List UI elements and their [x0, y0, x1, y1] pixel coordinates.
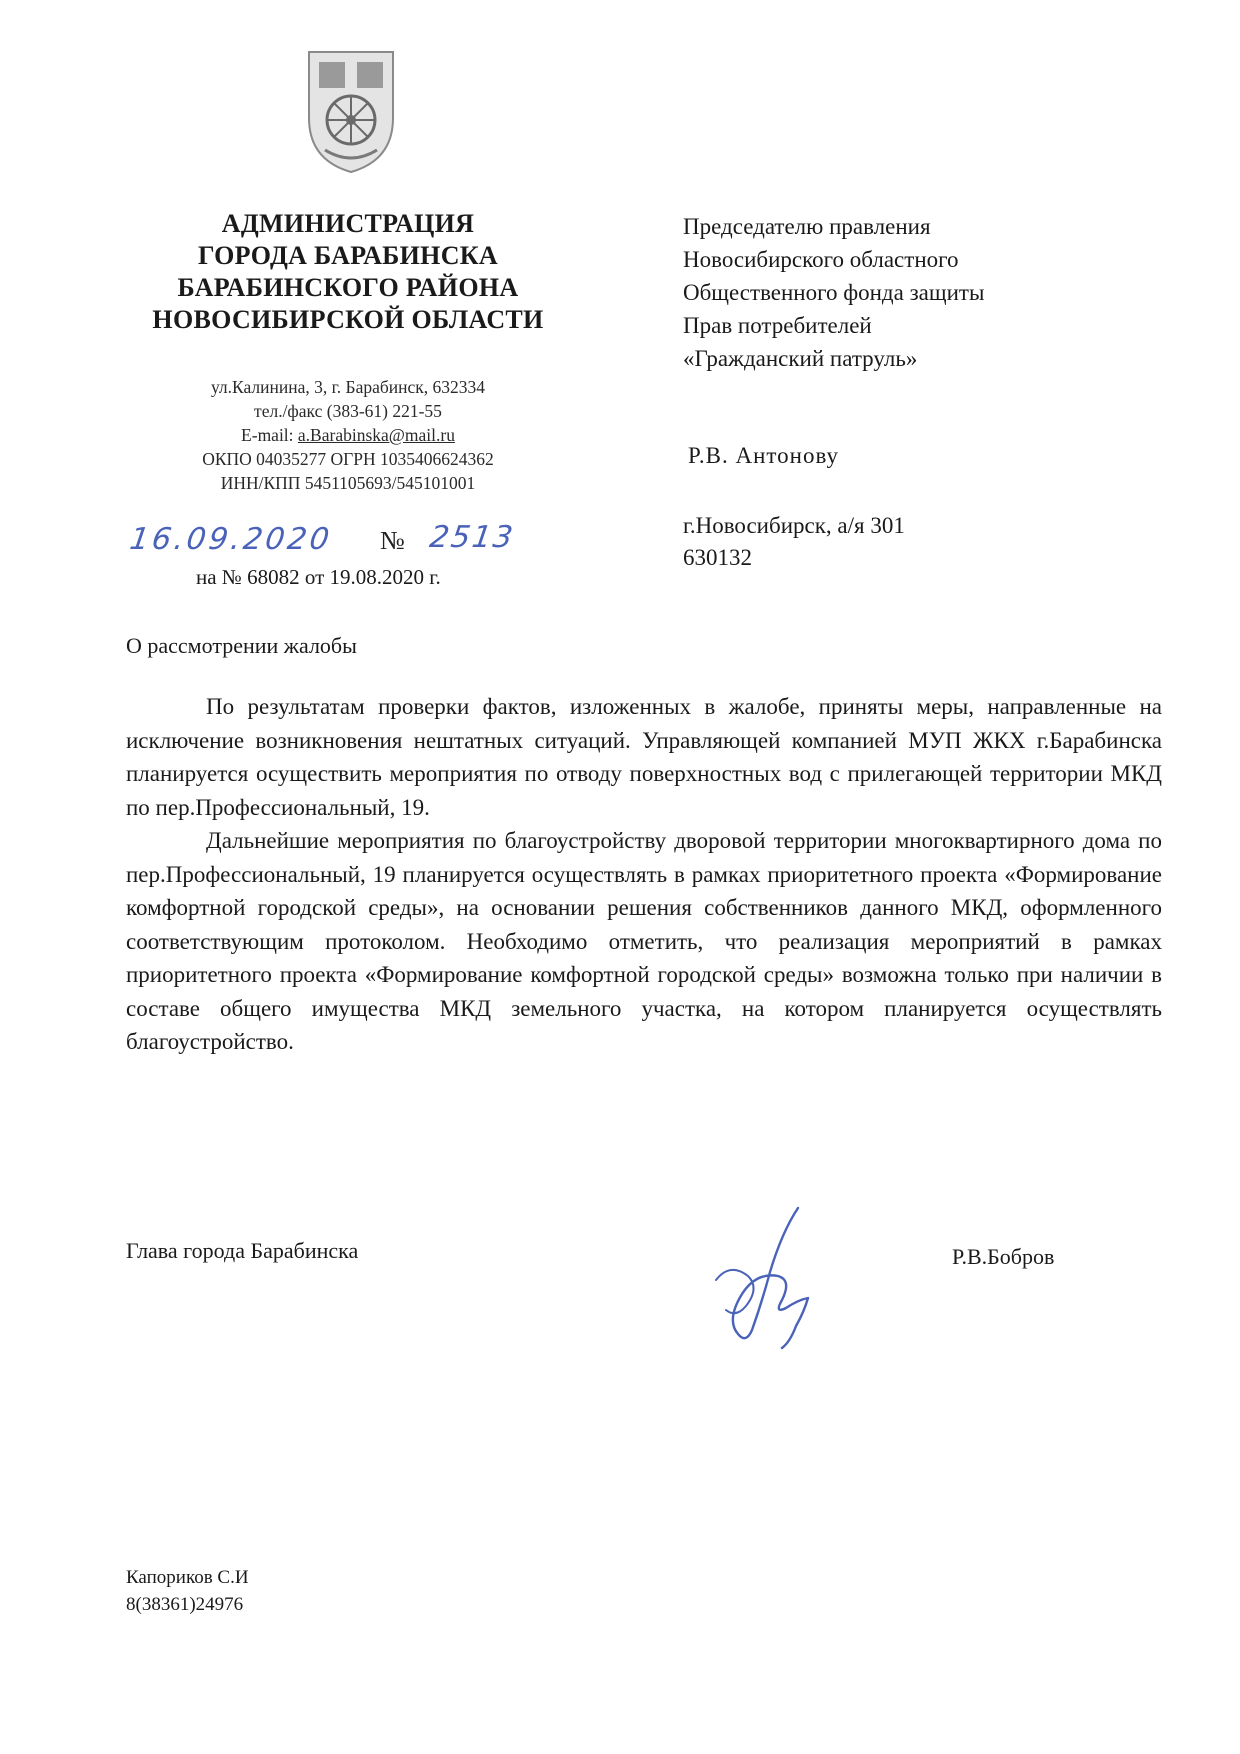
org-phone: тел./факс (383-61) 221-55 — [254, 401, 442, 421]
org-email-row — [150, 423, 546, 447]
signature-row — [126, 1232, 1126, 1382]
executor-name: Капориков С.И — [126, 1567, 249, 1588]
number-sign: № — [380, 526, 405, 555]
email-label: E-mail: — [241, 425, 298, 445]
org-line: АДМИНИСТРАЦИЯ — [221, 209, 475, 238]
executor-phone: 8(38361)24976 — [126, 1594, 244, 1615]
recipient-address — [683, 510, 905, 574]
signatory-name: Р.В.Бобров — [952, 1244, 1055, 1269]
org-line: НОВОСИБИРСКОЙ ОБЛАСТИ — [152, 305, 544, 334]
letter-body — [126, 690, 1162, 1059]
recipient-postcode: 630132 — [683, 545, 752, 570]
coat-of-arms-icon — [305, 48, 397, 176]
outgoing-registration — [127, 520, 560, 564]
email-link[interactable]: a.Barabinska@mail.ru — [297, 425, 455, 445]
outgoing-date: 16.09.2020 — [127, 522, 335, 557]
executor-info — [126, 1564, 249, 1618]
body-paragraph: По результатам проверки фактов, изложенных в жалобе, приняты меры, направленные на исключение возникновения нештатных ситуаций. Управляющей компанией МУП ЖКХ г.Барабинска планируется осуществить мероприятия по отводу поверхностных вод с прилегающей территории МКД по пер.Профессиональный, 19. — [126, 694, 1162, 820]
org-line: ГОРОДА БАРАБИНСКА — [197, 241, 499, 270]
handwritten-signature-icon — [686, 1202, 836, 1352]
signatory-position: Глава города Барабинска — [126, 1238, 359, 1263]
addressee-line: Прав потребителей — [683, 313, 872, 338]
org-line: БАРАБИНСКОГО РАЙОНА — [177, 273, 519, 302]
reference-line: на № 68082 от 19.08.2020 г. — [196, 565, 441, 589]
addressee-block — [683, 210, 1143, 375]
addressee-line: Общественного фонда защиты — [683, 280, 985, 305]
org-address: ул.Калинина, 3, г. Барабинск, 632334 — [210, 377, 486, 397]
organization-header — [120, 208, 576, 336]
recipient-city-box: г.Новосибирск, а/я 301 — [683, 513, 905, 538]
outgoing-number: 2513 — [427, 520, 517, 555]
org-inn-kpp: ИНН/КПП 5451105693/545101001 — [220, 473, 476, 493]
body-paragraph: Дальнейшие мероприятия по благоустройству дворовой территории многоквартирного дома по пер.Профессиональный, 19 планируется осуществлять в рамках приоритетного проекта «Формирование комфортной городской среды», на основании решения собственников данного МКД, оформленного соответствующим протоколом. Необходимо отметить, что реализация мероприятий в рамках приоритетного проекта «Формирование комфортной городской среды» возможна только при наличии в составе общего имущества МКД земельного участка, на котором планируется осуществлять благоустройство. — [126, 828, 1162, 1054]
contact-details — [150, 375, 546, 495]
addressee-line: «Гражданский патруль» — [683, 346, 918, 371]
org-okpo-ogrn: ОКПО 04035277 ОГРН 1035406624362 — [202, 449, 494, 469]
addressee-line: Председателю правления — [683, 214, 931, 239]
addressee-line: Новосибирского областного — [683, 247, 959, 272]
letter-subject: О рассмотрении жалобы — [126, 633, 357, 658]
recipient-name: Р.В. Антонову — [688, 443, 840, 468]
